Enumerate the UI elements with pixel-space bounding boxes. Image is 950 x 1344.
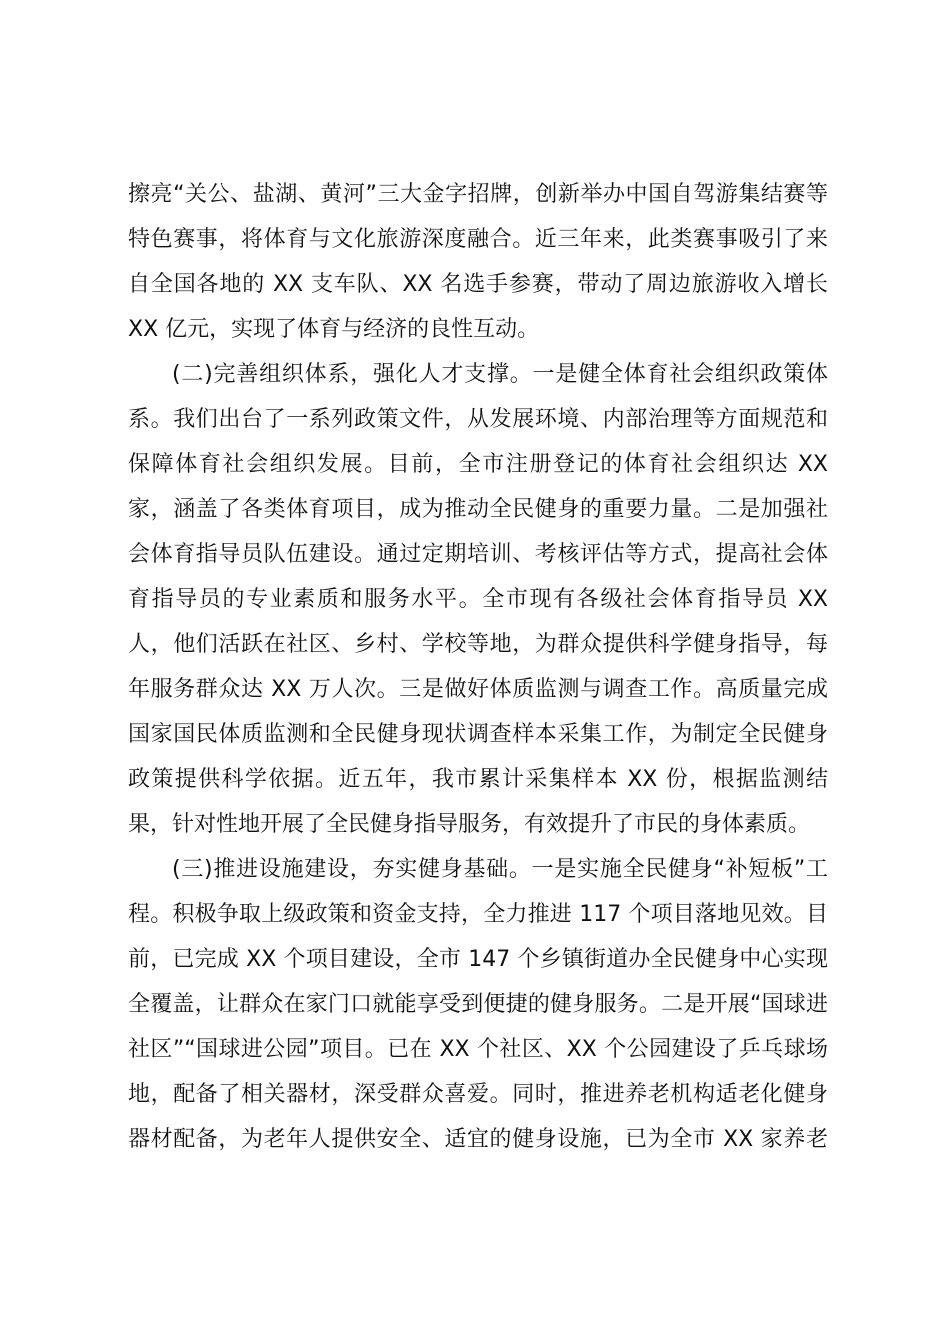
text-line: 家，涵盖了各类体育项目，成为推动全民健身的重要力量。二是加强社: [128, 497, 828, 522]
text-line: 器材配备，为老年人提供安全、适宜的健身设施，已为全市 XX 家养老: [128, 1127, 828, 1152]
text-line: 政策提供科学依据。近五年，我市累计采集样本 XX 份，根据监测结: [128, 767, 828, 792]
text-line: 全覆盖，让群众在家门口就能享受到便捷的健身服务。二是开展“国球进: [128, 992, 828, 1017]
text-line: 国家国民体质监测和全民健身现状调查样本采集工作，为制定全民健身: [128, 722, 828, 747]
text-line: 自全国各地的 XX 支车队、XX 名选手参赛，带动了周边旅游收入增长: [128, 272, 828, 297]
text-line: 会体育指导员队伍建设。通过定期培训、考核评估等方式，提高社会体: [128, 542, 828, 567]
section-heading-line: (二)完善组织体系，强化人才支撑。一是健全体育社会组织政策体: [172, 362, 828, 387]
text-line: 育指导员的专业素质和服务水平。全市现有各级社会体育指导员 XX: [128, 587, 828, 612]
text-line: 社区”“国球进公园”项目。已在 XX 个社区、XX 个公园建设了乒乓球场: [128, 1037, 828, 1062]
text-line: 特色赛事，将体育与文化旅游深度融合。近三年来，此类赛事吸引了来: [128, 227, 828, 252]
text-line: 前，已完成 XX 个项目建设，全市 147 个乡镇街道办全民健身中心实现: [128, 947, 828, 972]
text-line: 系。我们出台了一系列政策文件，从发展环境、内部治理等方面规范和: [128, 407, 828, 432]
text-line: 擦亮“关公、盐湖、黄河”三大金字招牌，创新举办中国自驾游集结赛等: [128, 182, 828, 207]
text-line: 人，他们活跃在社区、乡村、学校等地，为群众提供科学健身指导，每: [128, 632, 828, 657]
text-line: 地，配备了相关器材，深受群众喜爱。同时，推进养老机构适老化健身: [128, 1082, 828, 1107]
text-line: 保障体育社会组织发展。目前，全市注册登记的体育社会组织达 XX: [128, 452, 828, 477]
text-line: XX 亿元，实现了体育与经济的良性互动。: [128, 317, 540, 342]
document-body: [128, 172, 828, 1162]
section-heading-line: (三)推进设施建设，夯实健身基础。一是实施全民健身“补短板”工: [172, 857, 828, 882]
text-line: 程。积极争取上级政策和资金支持，全力推进 117 个项目落地见效。目: [128, 902, 828, 927]
text-line: 年服务群众达 XX 万人次。三是做好体质监测与调查工作。高质量完成: [128, 677, 828, 702]
text-line: 果，针对性地开展了全民健身指导服务，有效提升了市民的身体素质。: [128, 812, 811, 837]
